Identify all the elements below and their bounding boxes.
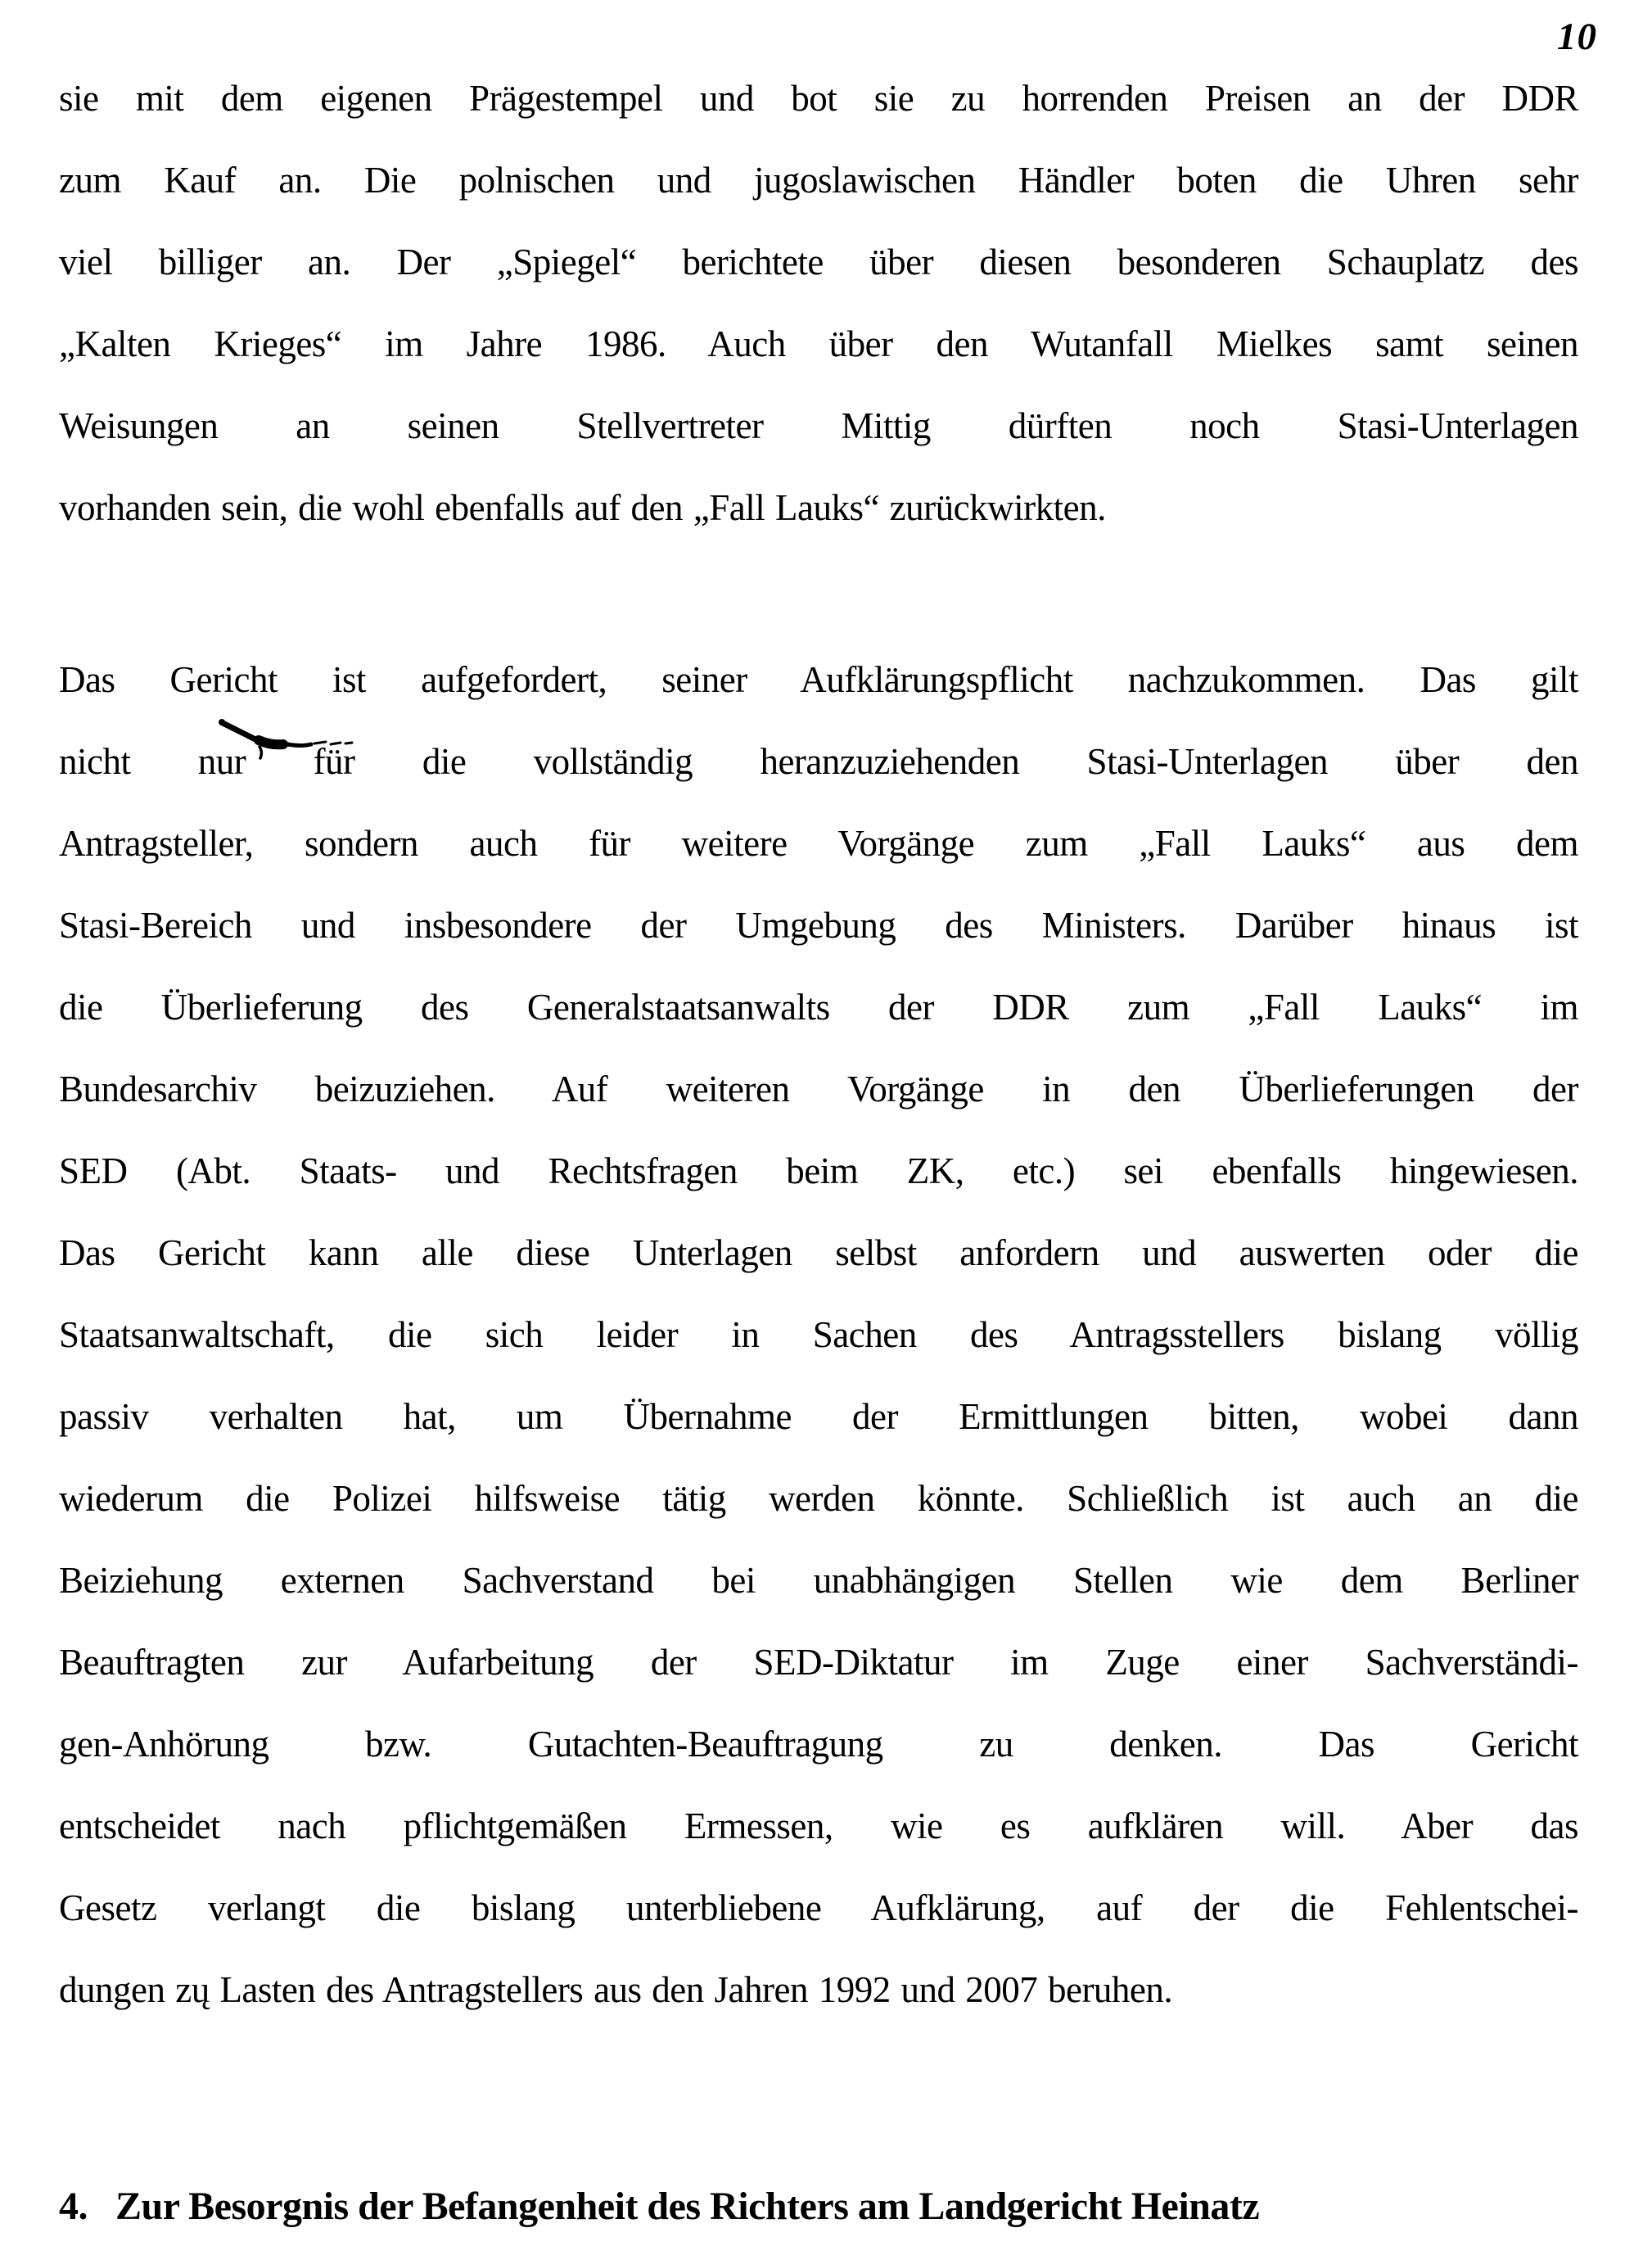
section-heading-text: Zur Besorgnis der Befangenheit des Richters am Landgericht Heinatz <box>115 2185 1260 2228</box>
section-heading <box>59 2170 1578 2244</box>
paragraphs <box>59 57 1578 2031</box>
text-line: Antragsteller, sondern auch für weitere Vorgänge zum „Fall Lauks“ aus dem <box>59 823 1578 864</box>
text-line: nicht nur für die vollständig heranzuziehenden Stasi-Unterlagen über den <box>59 741 1578 782</box>
section-heading-number: 4. <box>59 2185 88 2228</box>
text-line: Beauftragten zur Aufarbeitung der SED-Diktatur im Zuge einer Sachverständi- <box>59 1642 1578 1683</box>
text-line: Das Gericht ist aufgefordert, seiner Aufklärungspflicht nachzukommen. Das gilt <box>59 659 1578 700</box>
body-text <box>59 57 1578 2244</box>
text-line: Staatsanwaltschaft, die sich leider in Sachen des Antragsstellers bislang völlig <box>59 1314 1578 1355</box>
text-line: „Kalten Krieges“ im Jahre 1986. Auch über den Wutanfall Mielkes samt seinen <box>59 323 1578 364</box>
text-line: Beiziehung externen Sachverstand bei unabhängigen Stellen wie dem Berliner <box>59 1560 1578 1601</box>
text-line: vorhanden sein, die wohl ebenfalls auf den „Fall Lauks“ zurückwirkten. <box>59 487 1106 528</box>
text-line: SED (Abt. Staats- und Rechtsfragen beim ZK, etc.) sei ebenfalls hingewiesen. <box>59 1150 1578 1191</box>
page-number: 10 <box>1557 16 1597 58</box>
text-line: passiv verhalten hat, um Übernahme der Ermittlungen bitten, wobei dann <box>59 1396 1578 1437</box>
text-line: entscheidet nach pflichtgemäßen Ermessen, wie es aufklären will. Aber das <box>59 1805 1578 1846</box>
paragraph <box>59 639 1578 2031</box>
text-line: gen-Anhörung bzw. Gutachten-Beauftragung zu denken. Das Gericht <box>59 1724 1578 1765</box>
text-line: wiederum die Polizei hilfsweise tätig werden könnte. Schließlich ist auch an die <box>59 1478 1578 1519</box>
text-line: dungen zų Lasten des Antragstellers aus den Jahren 1992 und 2007 beruhen. <box>59 1969 1173 2010</box>
paragraph <box>59 57 1578 549</box>
text-line: viel billiger an. Der „Spiegel“ berichtete über diesen besonderen Schauplatz des <box>59 242 1578 282</box>
text-line: sie mit dem eigenen Prägestempel und bot sie zu horrenden Preisen an der DDR <box>59 78 1578 119</box>
text-line: Bundesarchiv beizuziehen. Auf weiteren Vorgänge in den Überlieferungen der <box>59 1069 1578 1109</box>
text-line: zum Kauf an. Die polnischen und jugoslawischen Händler boten die Uhren sehr <box>59 160 1578 201</box>
text-line: die Überlieferung des Generalstaatsanwalts der DDR zum „Fall Lauks“ im <box>59 987 1578 1028</box>
text-line: Weisungen an seinen Stellvertreter Mittig dürften noch Stasi-Unterlagen <box>59 405 1578 446</box>
text-line: Stasi-Bereich und insbesondere der Umgebung des Ministers. Darüber hinaus ist <box>59 905 1578 946</box>
text-line: Gesetz verlangt die bislang unterbliebene Aufklärung, auf der die Fehlentschei- <box>59 1887 1578 1928</box>
text-line: Das Gericht kann alle diese Unterlagen selbst anfordern und auswerten oder die <box>59 1232 1578 1273</box>
